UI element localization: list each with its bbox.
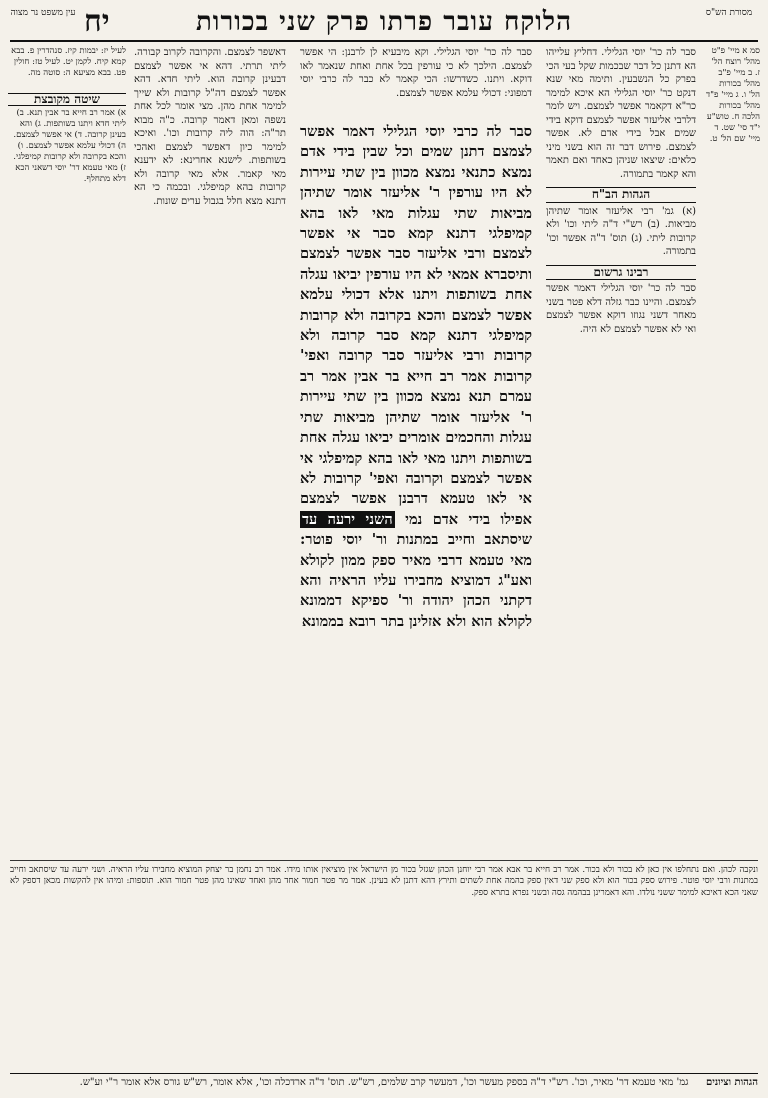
rabbenu-gershom-title: רבינו גרשום bbox=[546, 265, 696, 281]
shita-text: א) אמר רב חייא בר אבין תנא. ב) ליתי חדא ויתנו בשותפות. ג) והא בעינן קרובה. ד) אי אפשר לצמצם. ה) דכולי עלמא אפשר לצמצם. ו) והכא בקרובה ולא קרובות קמיפלגי. ז) מאי טעמא דר' יוסי דשאני הכא דלא מתחלף. bbox=[13, 108, 126, 184]
footer-label: הגהות וציונים bbox=[705, 1077, 758, 1088]
footer-text: גמ' מאי טעמא דר' מאיר, וכו'. רש"י ד"ה בספק מעשר וכו', דמעשר קרב שלמים, רש"ש. תוס' ד"ה ארדכלה וכו', אלא אומר, רש"ש גורס אלא אומר ר"י וע"ש. bbox=[79, 1077, 689, 1088]
page-title: הלוקח עובר פרתו פרק שני בכורות bbox=[195, 7, 573, 37]
page-footer bbox=[10, 1073, 758, 1092]
gemara-column bbox=[300, 122, 532, 860]
tosafot-text: סבר לה כר' יוסי הגלילי. דחליץ עלייהו הא דתנן כל דבר שבכמות שקל בעי הכי בפרק כל הנשבעין. ותימה מאי שנא דנקט כר' יוסי הגלילי הא איכא למימר כר"א דקאמר אפשר לצמצם. ויש לומר דלרבי אליעזר אפשר לצמצם דוקא בידי שמים אבל בידי אדם לא. אפשר לצמצם. פירוש דבר זה הוא בשני מיני כלאים: שיצאו שניהן כאחד ואם תאמר והא קאמר בתמורה. bbox=[546, 47, 696, 180]
shita-title: שיטה מקובצת bbox=[8, 93, 126, 106]
gemara-text: סבר לה כרבי יוסי הגלילי דאמר אפשר לצמצם דתנן שמים וכל שבין בידי אדם נמצא כתנאי נמצא מכוון בין שתי עיירות לא היו עורפין ר' אליעזר אומר שתיהן מביאות שתי עגלות מאי לאו בהא קמיפלגי דתנא קמא סבר אי אפשר לצמצם ורבי אליעזר סבר אפשר לצמצם ותיסברא אמאי לא היו עורפין יביאו עגלה אחת בשותפות ויתנו אלא דכולי עלמא אפשר לצמצם והכא בקרובה ולא קרובות קמיפלגי דתנא קמא סבר קרובה ולא קרובות ורבי אליעזר סבר קרובה ואפי' קרובות אמר רב חייא בר אבין אמר רב עמרם תנא נמצא מכוון בין שתי עיירות ר' אליעזר אומר שתיהן מביאות שתי עגלות והחכמים אומרים יביאו עגלה אחת בשותפות ויתנו מאי לאו בהא קמיפלגי אי אפשר לצמצם וקרובה ואפי' קרובות לא אי לאו טעמא דרבנן אפשר לצמצם אפילו בידי אדם נמי bbox=[300, 123, 532, 528]
top-main-commentary bbox=[300, 46, 532, 118]
bottom-commentary bbox=[10, 860, 758, 1065]
masoret-text: לעיל יז: יבמות קיז. סנהדרין פ. בבא קמא קיח. לקמן יט. לעיל טז: חולין פט. בבא מציעא ה: סוטה מה. bbox=[11, 46, 126, 78]
rashi-text: דאשפר לצמצם. והקרובה לקרוב קבורה. ליתי תרתי. דהא אי אפשר לצמצם דבעינן קרובה הוא. ליתי חדא. דהא אפשר לצמצם דה"ל קרובות ולא שייך למימר אחת מהן. מצי אומר לכל אחת נשפה ומאן דאמר קרובה. כ"ה מבוא תר"ה: הוה ליה קרובות וכו'. ואיכא למימר כיון דאפשר לצמצם ואהכי בשותפות. לישנא אחרינא: לא ידענא מאי קאמר. אלא מאי קרובה ולא קרובות בהא קמיפלגי. ובכמה כי הא דתנא מצא חלל בגבול ערים שונות. bbox=[134, 47, 286, 207]
ein-mishpat-text: סמ א מיי' פ"ט מהל' רוצח הל' ז. ב מיי' פ"ב מהל' בכורות הל' ו. ג מיי' פ"ד מהל' בכורות הלכה ח. טוש"ע י"ד סי' שט. ד מיי' שם הל' ט. bbox=[706, 46, 760, 144]
gemara-text-continued: שיסתאב וחייב במתנות ור' יוסי פוטר: מאי טעמא דרבי מאיר ספק ממון לקולא ואע"ג דמוציא מחבירו עליו הראיה והא דקתני הכהן יהודה ור' ספיקא דממונא לקולא הוא ולא אזלינן בתר רובא בממונא bbox=[300, 531, 532, 630]
ein-mishpat-label: עין משפט נר מצוה bbox=[10, 8, 76, 18]
highlighted-phrase: השני ירעה עד bbox=[302, 510, 393, 528]
hagahot-text: (א) גמ' רבי אליעזר אומר שתיהן מביאות. (ב) רש"י ד"ה ליתי וכו' ולא קרובות ליתי. (ג) תוס' ד"ה אפשר וכו' בתמורה. bbox=[546, 205, 696, 257]
rabbenu-gershom-text: סבר לה כר' יוסי הגלילי דאמר אפשר לצמצם. והיינו כבר גזלה דלא פטר בשני מאחר דשני נגוזו דוקא אפשר לצמצם ואי לא אפשר לצמצם לא היה. bbox=[546, 283, 696, 335]
page-header bbox=[10, 6, 758, 42]
bottom-notes-text: ונקבה לכהן. ואם נתחלפו אין כאן לא בכור ולא בכור. אמר רב חייא בר אבא אמר רבי יוחנן הכהן שגזל בכור מן הישראל אין מוציאין אותו מידו. אמר רב נחמן בר יצחק המוציא מחבירו עליו הראיה. ושני ירעה עד שיסתאב וחייב במתנות ורבי יוסי פוטר. פירוש ספק בכור הוא ולא ספק שני דאין ספק בהמה אחת לשתים ותירץ דהא דתנן לא בעינן. אמר מר פטר חמור אחד מהן ואחד שאינו מהן פטר חמור הוא. תוספות: ומיהו אין להקשות מכאן דספק לא שאני הכא דאיכא למימר ששני נולדו. והא דאמרינן בבהמה גסה ובשני נפרא בתרא ספק. bbox=[10, 865, 758, 898]
top-main-text: סבר לה כר' יוסי הגלילי. וקא מיבעיא לן לרבנן: הי אפשר לצמצם. הילכך לא כי עורפין בכל אחת ואחת שנאמר לאו דוקא. ויתנו. כשדרשו: הכי קאמר לא כבר לה כרבי יוסי דמפוני: דכולי עלמא אפשר לצמצם. bbox=[300, 47, 532, 99]
tosafot-column bbox=[546, 46, 696, 846]
rashi-column bbox=[134, 46, 286, 846]
masoret-hashas-label: מסורת הש"ס bbox=[705, 8, 753, 18]
masoret-column bbox=[8, 46, 126, 906]
hagahot-title: הגהות הב"ח bbox=[546, 187, 696, 203]
daf-number: יח bbox=[84, 4, 110, 39]
